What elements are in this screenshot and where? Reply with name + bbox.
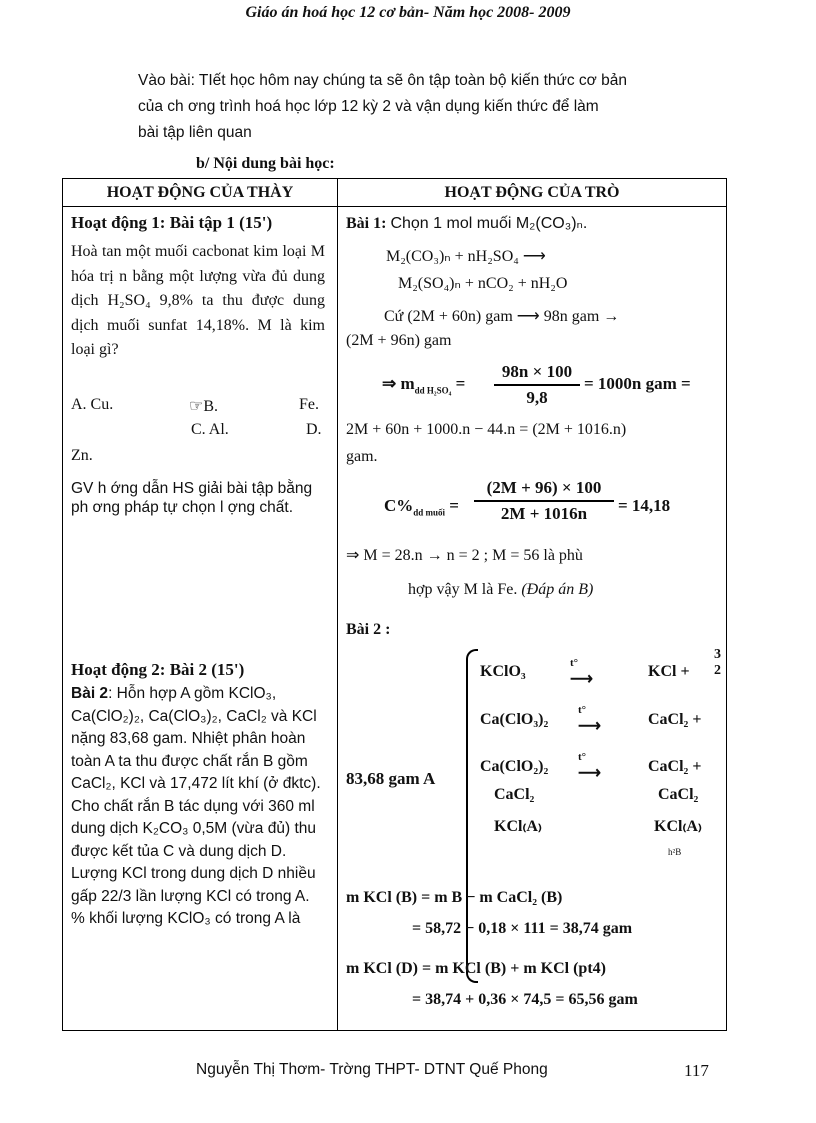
teacher-guidance: GV h ớng dẫn HS giải bài tập bằng ph ơng pháp tự chọn l ợng chất.	[71, 480, 313, 516]
equation-4: 2M + 60n + 1000.n − 44.n = (2M + 1016.n)	[346, 421, 627, 438]
equation-5-rhs: = 14,18	[618, 496, 671, 515]
lesson-table	[62, 178, 727, 1031]
exercise-1-line: Bài 1: Chọn 1 mol muối M₂(CO₃)ₙ.	[346, 215, 588, 232]
student-cell	[338, 207, 727, 1031]
reaction-5-product: KCl₍A₎	[654, 818, 702, 835]
calculation-2: = 58,72 − 0,18 × 111 = 38,74 gam	[412, 920, 633, 937]
reaction-4-product: CaCl₂	[658, 786, 699, 803]
reaction-2-reactant: Ca(ClO₃)₂	[480, 711, 549, 728]
equation-1a: M₂(CO₃)ₙ + nH₂SO₄ ⟶	[386, 248, 546, 265]
equation-6b: hợp vậy M là Fe. (Đáp án B)	[408, 581, 594, 598]
equation-1b: M₂(SO₄)ₙ + nCO₂ + nH₂O	[398, 275, 568, 292]
reaction-3-reactant: Ca(ClO₂)₂	[480, 758, 549, 775]
equation-3-fraction: $\frac{98n \times 100}{9,8}$	[494, 362, 580, 408]
reaction-1-arrow: t° ⟶	[570, 657, 593, 688]
teacher-column-header: HOẠT ĐỘNG CỦA THÀY	[63, 179, 338, 207]
reaction-2-arrow: t° ⟶	[578, 704, 601, 735]
reaction-5-reactant: KCl₍A₎	[494, 818, 542, 835]
option-a: A. Cu.	[71, 396, 114, 413]
equation-6: ⇒ M = 28.n → n = 2 ; M = 56 là phù	[346, 547, 583, 564]
calculation-4: = 38,74 + 0,36 × 74,5 = 65,56 gam	[412, 991, 638, 1008]
activity-1-text: Hoà tan một muối cacbonat kim loại M hóa trị n bằng một lượng vừa đủ dung dịch H₂SO₄ 9,8% ta thu được dung dịch muối sunfat 14,18%. M là kim loại gì?	[71, 243, 325, 358]
reaction-3-arrow: t° ⟶	[578, 751, 601, 782]
mixture-mass: 83,68 gam A	[346, 769, 436, 788]
option-d: D.	[306, 421, 322, 438]
fraction-3-2: 3 2	[714, 647, 721, 678]
equation-5-lhs: $C\%_{dd muối}$ =	[384, 496, 459, 518]
equation-2: Cứ (2M + 60n) gam ⟶ 98n gam →	[384, 308, 620, 325]
equation-3-rhs: = 1000n gam =	[584, 374, 691, 393]
activity-1-title: Hoạt động 1: Bài tập 1 (15')	[71, 213, 273, 232]
page-header: Giáo án hoá học 12 cơ bản- Năm học 2008- 2009	[245, 4, 571, 21]
reaction-1-product: KCl +	[648, 663, 690, 680]
student-column-header: HOẠT ĐỘNG CỦA TRÒ	[338, 179, 727, 207]
pointer-icon: ☞	[189, 398, 204, 415]
equation-4b: gam.	[346, 448, 378, 465]
activity-2-text: Bài 2: Hỗn hợp A gồm KClO₃, Ca(ClO₂)₂, Ca(ClO₃)₂, CaCl₂ và KCl nặng 83,68 gam. Nhiệt phân hoàn toàn A ta thu được chất rắn B gồm CaCl₂, KCl và 17,472 lít khí (ở đktc). Cho chất rắn B tác dụng với 360 ml dung dịch K₂CO₃ 0,5M (vừa đủ) thu được kết tủa C và dung dịch D. Lượng KCl trong dung dịch D nhiều gấp 22/3 lần lượng KCl có trong A. % khối lượng KClO₃ có trong A là	[71, 685, 321, 927]
equation-2b: (2M + 96n) gam	[346, 332, 452, 349]
activity-2-title: Hoạt động 2: Bài 2 (15')	[71, 660, 245, 679]
footer-author: Nguyễn Thị Thơm- Trờng THPT- DTNT Quế Phong	[196, 1061, 548, 1078]
subscript-note: h²B	[668, 847, 682, 857]
reaction-2-product: CaCl₂ +	[648, 711, 702, 728]
section-title: b/ Nội dung bài học:	[196, 155, 335, 172]
exercise-2-label: Bài 2 :	[346, 621, 391, 638]
calculation-1: m KCl (B) = m B − m CaCl₂ (B)	[346, 889, 563, 906]
option-b-answer: Fe.	[299, 396, 319, 413]
intro-line-3: bài tập liên quan	[138, 124, 252, 141]
option-d-answer: Zn.	[71, 447, 93, 464]
intro-line-2: của ch ơng trình hoá học lớp 12 kỳ 2 và vận dụng kiến thức để làm	[138, 98, 599, 115]
teacher-cell	[63, 207, 338, 1031]
option-b: ☞B.	[189, 398, 219, 415]
intro-line-1: Vào bài: TIết học hôm nay chúng ta sẽ ôn tập toàn bộ kiến thức cơ bản	[138, 72, 628, 89]
calculation-3: m KCl (D) = m KCl (B) + m KCl (pt4)	[346, 960, 606, 977]
reaction-1-reactant: KClO₃	[480, 663, 526, 680]
equation-5-fraction: $\frac{(2M + 96) \times 100}{2M + 1016n}$	[474, 478, 614, 524]
equation-3-lhs: ⇒ $m_{dd H_2SO_4}$ =	[382, 374, 466, 396]
reaction-4-reactant: CaCl₂	[494, 786, 535, 803]
option-c: C. Al.	[191, 421, 229, 438]
reaction-3-product: CaCl₂ +	[648, 758, 702, 775]
page-number: 117	[684, 1061, 709, 1080]
